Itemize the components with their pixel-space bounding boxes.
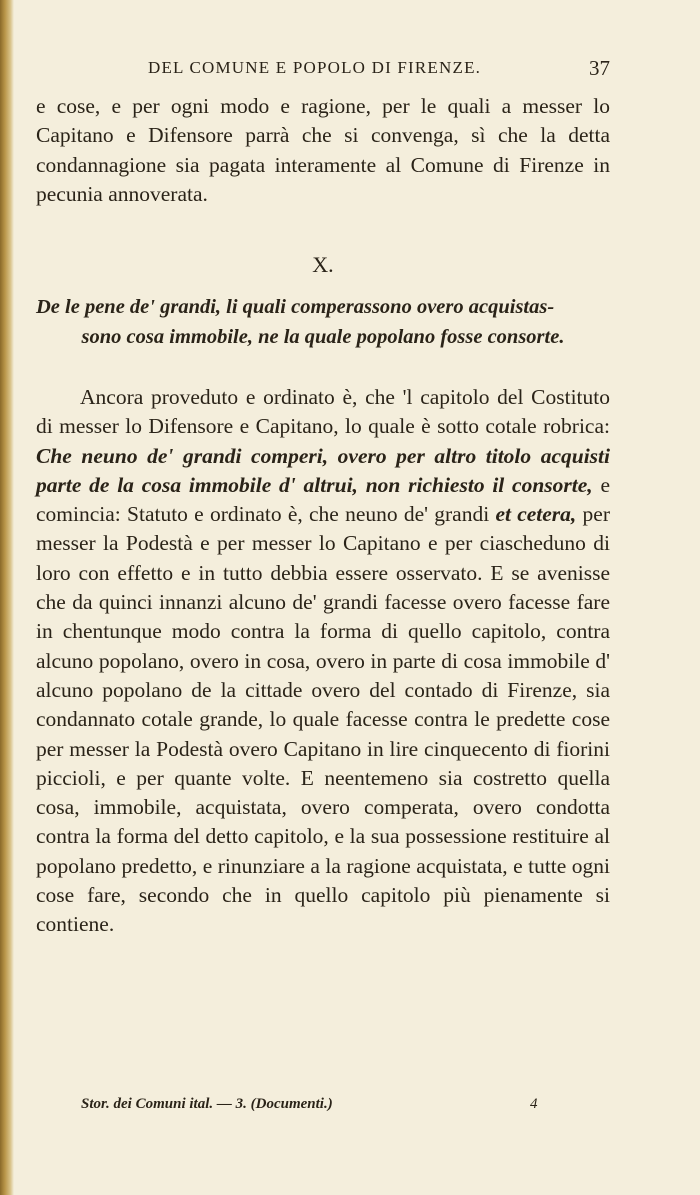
main-text-part-3: per messer la Podestà e per messer lo Capitano e per ciascheduno di loro con effetto e in tutto debbia essere osservato. E se avenisse che da quinci innanzi alcuno de' grandi facesse overo facesse fare in chentunque modo contra la forma di quello capitolo, contra alcuno popolano, overo in cosa, overo in parte di cosa immobile d' alcuno popolano de la cittade overo del contado di Firenze, sia condannato cotale grande, lo quale facesse contra le predette cose per messer la Podestà overo Capitano in lire cinquecento di fiorini piccioli, e per quante volte. E neentemeno sia costretto quella cosa, immobile, acquistata, overo comperata, overo condotta contra la forma del detto capitolo, e la sua possessione restituire al popolano predetto, e rinunziare a la ragione acquistata, e tutte ogni cose fare, secondo che in quello capitolo più pienamente si contiene.	[36, 502, 610, 937]
rubric-line-1: De le pene de' grandi, li quali comperassono overo acquistas-	[36, 296, 555, 318]
book-binding-edge	[0, 0, 14, 1195]
main-paragraph	[36, 383, 610, 940]
sheet-number: 4	[530, 1096, 538, 1112]
footer-signature: Stor. dei Comuni ital. — 3. (Documenti.)	[81, 1096, 333, 1112]
rubric-line-2: sono cosa immobile, ne la quale popolano fosse consorte.	[81, 325, 565, 348]
running-head	[36, 58, 610, 82]
page-number: 37	[589, 56, 610, 80]
et-cetera-italic: et cetera,	[495, 502, 577, 527]
main-text-part-2: e comincia: Statuto e ordinato è, che neuno de' grandi	[36, 472, 610, 527]
section-number: X.	[312, 252, 334, 277]
continuation-paragraph: e cose, e per ogni modo e ragione, per le quali a messer lo Capitano e Difensore parrà che si convenga, sì che la detta condannagione sia pagata interamente al Comune di Firenze in pecunia annoverata.	[36, 94, 610, 206]
page-footer	[36, 1096, 610, 1120]
book-page	[36, 0, 610, 1195]
main-text-part-1: Ancora proveduto e ordinato è, che 'l capitolo del Costituto di messer lo Difensore e Capitano, lo quale è sotto cotale robrica:	[36, 385, 610, 439]
section-rubric	[36, 293, 610, 352]
chapter-rubric-quote: Che neuno de' grandi comperi, overo per altro titolo acquisti parte de la cosa immobile d' altrui, non richiesto il consorte,	[36, 443, 610, 497]
running-title: DEL COMUNE E POPOLO DI FIRENZE.	[148, 58, 482, 77]
